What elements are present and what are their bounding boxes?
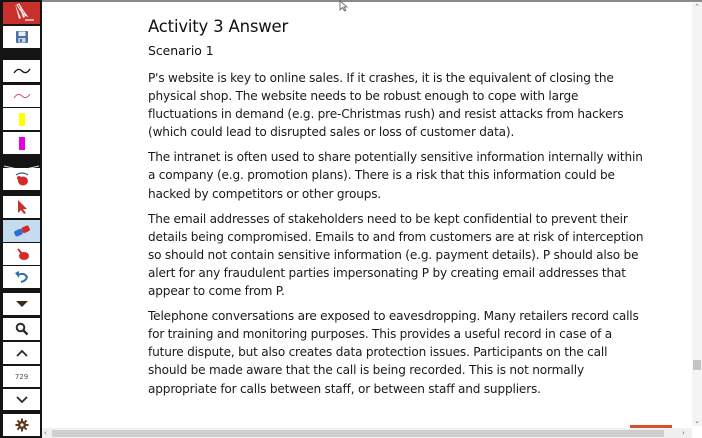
paragraph-email: The email addresses of stakeholders need to be kept confidential to prevent their details being compromised. Emails to and from customers are at risk of interception so should not contain sensitive information (e.g. payment details). P should also be alert for any fraudulent parties impersonating P by creating email addresses that appear to come from P. <box>148 211 644 299</box>
caret-down-icon <box>15 300 29 308</box>
scroll-left-arrow[interactable]: ‹ <box>44 429 47 437</box>
save-button[interactable] <box>3 26 40 48</box>
app-logo-button[interactable] <box>3 2 40 24</box>
page-title: Activity 3 Answer <box>148 17 289 36</box>
eraser-tool-button[interactable] <box>3 220 40 242</box>
red-hand-icon <box>14 246 30 262</box>
scroll-up-arrow[interactable]: ⌃ <box>694 3 700 11</box>
page-number-display[interactable] <box>3 366 40 387</box>
black-squiggle-pen-icon <box>12 66 32 76</box>
undo-icon <box>14 270 30 284</box>
select-tool-button[interactable] <box>3 196 40 218</box>
hand-wipe-icon <box>13 171 31 187</box>
more-options-button[interactable] <box>3 293 40 315</box>
highlighter-magenta-button[interactable] <box>3 132 40 154</box>
undo-button[interactable] <box>3 266 40 288</box>
paragraph-telephone: Telephone conversations are exposed to eavesdropping. Many retailers record calls for training and monitoring purposes. This provides a useful record in case of a future dispute, but also creates data protection issues. Participants on the call should be made aware that the call is being recorded. This is not normally appropriate for calls between staff, or between staff and suppliers. <box>148 309 639 396</box>
viewport-top-border <box>42 0 702 2</box>
page-number: 729 <box>14 372 29 381</box>
vertical-scrollbar[interactable] <box>692 2 702 426</box>
paragraph-website: P's website is key to online sales. If it crashes, it is the equivalent of closing the physical shop. The website needs to be robust enough to cope with large fluctuations in demand (e.g. pre-Christmas rush) and resist attacks from hackers (which could lead to disrupted sales or loss of customer data). <box>148 71 624 140</box>
horizontal-scrollbar[interactable] <box>42 428 692 438</box>
section-heading: Scenario 1 <box>148 43 214 58</box>
scroll-right-arrow[interactable]: › <box>682 429 685 437</box>
horizontal-scroll-thumb[interactable] <box>52 430 664 437</box>
hand-delete-button[interactable] <box>3 243 40 265</box>
pen-black-button[interactable] <box>3 60 40 82</box>
red-arrow-cursor-icon <box>15 199 29 215</box>
paragraph-intranet: The intranet is often used to share potentially sensitive information internally within a company (e.g. promotion plans). There is a risk that this information could be hacked by competitors or other groups. <box>148 150 643 201</box>
clear-annotations-button[interactable] <box>3 168 40 190</box>
gear-icon <box>15 418 29 432</box>
settings-button[interactable] <box>3 414 40 436</box>
search-button[interactable] <box>3 318 40 340</box>
vertical-scroll-thumb[interactable] <box>693 360 701 370</box>
magenta-highlighter-icon <box>19 137 25 150</box>
page-up-button[interactable] <box>3 342 40 364</box>
eraser-icon <box>12 224 32 238</box>
pink-squiggle-pen-icon <box>12 91 32 101</box>
magnifier-icon <box>15 322 29 336</box>
mouse-cursor-icon <box>339 0 348 12</box>
collapse-toggle[interactable] <box>3 157 40 165</box>
yellow-highlighter-icon <box>19 113 25 126</box>
floppy-disk-icon <box>15 30 29 44</box>
document-page <box>148 14 648 398</box>
pen-pink-button[interactable] <box>3 85 40 107</box>
scroll-down-arrow[interactable]: ⌄ <box>694 417 700 425</box>
chevron-down-icon <box>15 396 29 404</box>
page-down-button[interactable] <box>3 389 40 410</box>
pen-nib-logo-icon <box>7 3 37 23</box>
highlighter-yellow-button[interactable] <box>3 108 40 130</box>
chevron-up-icon <box>15 349 29 357</box>
annotation-toolbar <box>0 0 42 438</box>
